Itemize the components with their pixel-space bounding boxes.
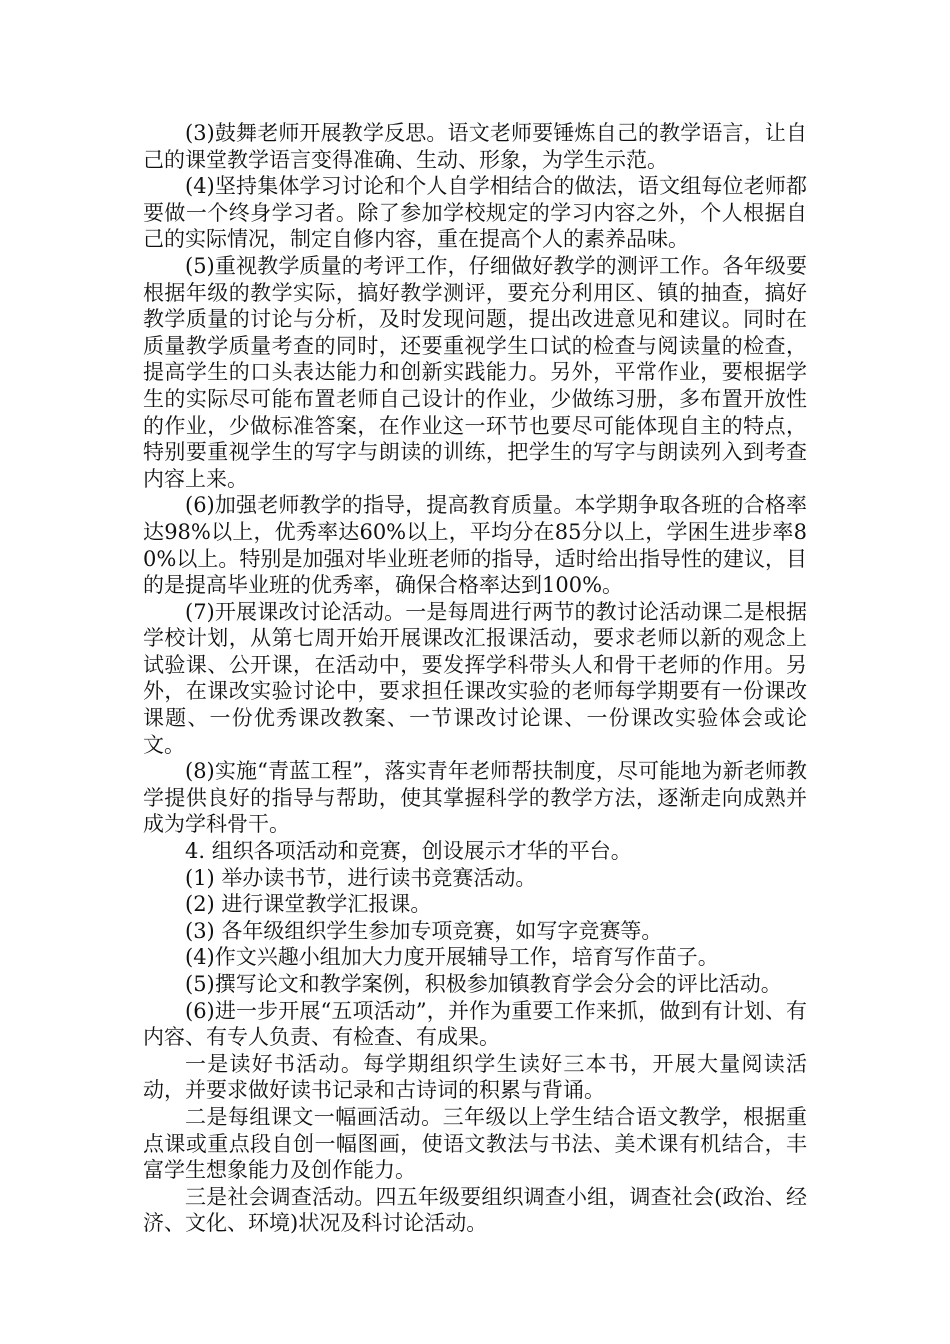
paragraph-item-7-reform: (7)开展课改讨论活动。一是每周进行两节的教讨论活动课二是根据学校计划，从第七周开始开展课改汇报课活动，要求老师以新的观念上试验课、公开课，在活动中，要发挥学科带头人和骨干老师的作用。另外，在课改实验讨论中，要求担任课改实验的老师每学期要有一份课改课题、一份优秀课改教案、一节课改讨论课、一份课改实验体会或论文。 [143,599,807,757]
paragraph-item-6-guidance: (6)加强老师教学的指导，提高教育质量。本学期争取各班的合格率达98%以上，优秀率达60%以上，平均分在85分以上，学困生进步率80%以上。特别是加强对毕业班老师的指导，适时给出指导性的建议，目的是提高毕业班的优秀率，确保合格率达到100%。 [143,493,807,598]
list-item-papers: (5)撰写论文和教学案例，积极参加镇教育学会分会的评比活动。 [185,972,782,996]
activity-drawing: 二是每组课文一幅画活动。三年级以上学生结合语文教学，根据重点课或重点段自创一幅图画，使语文教法与书法、美术课有机结合，丰富学生想象能力及创作能力。 [143,1104,807,1183]
document-body [143,120,807,1237]
paragraph-item-5-evaluation: (5)重视教学质量的考评工作，仔细做好教学的测评工作。各年级要根据年级的教学实际，搞好教学测评，要充分利用区、镇的抽查，搞好教学质量的讨论与分析，及时发现问题，提出改进意见和建议。同时在质量教学质量考查的同时，还要重视学生口试的检查与阅读量的检查，提高学生的口头表达能力和创新实践能力。另外，平常作业，要根据学生的实际尽可能布置老师自己设计的作业，少做练习册，多布置开放性的作业，少做标准答案，在作业这一环节也要尽可能体现自主的特点，特别要重视学生的写字与朗读的训练，把学生的写字与朗读列入到考查内容上来。 [143,253,807,491]
list-item-reading-festival: (1) 举办读书节，进行读书竞赛活动。 [185,865,537,890]
list-item-five-activities: (6)进一步开展“五项活动”，并作为重要工作来抓，做到有计划、有内容、有专人负责、有检查、有成果。 [143,998,807,1050]
list-item-writing-group: (4)作文兴趣小组加大力度开展辅导工作，培育写作苗子。 [185,945,719,970]
section-heading-activities: 4. 组织各项活动和竞赛，创设展示才华的平台。 [185,839,632,864]
list-item-competitions: (3) 各年级组织学生参加专项竞赛，如写字竞赛等。 [185,918,663,943]
list-item-report-class: (2) 进行课堂教学汇报课。 [185,892,432,917]
activity-survey: 三是社会调查活动。四五年级要组织调查小组，调查社会(政治、经济、文化、环境)状况及科讨论活动。 [143,1184,807,1236]
paragraph-item-8-qinglan: (8)实施“青蓝工程”，落实青年老师帮扶制度，尽可能地为新老师教学提供良好的指导与帮助，使其掌握科学的教学方法，逐渐走向成熟并成为学科骨干。 [143,759,807,837]
paragraph-item-4-study: (4)坚持集体学习讨论和个人自学相结合的做法，语文组每位老师都要做一个终身学习者。除了参加学校规定的学习内容之外，个人根据自己的实际情况，制定自修内容，重在提高个人的素养品味。 [143,174,807,252]
paragraph-item-3-reflection: (3)鼓舞老师开展教学反思。语文老师要锤炼自己的教学语言，让自己的课堂教学语言变得准确、生动、形象，为学生示范。 [143,121,807,172]
activity-reading: 一是读好书活动。每学期组织学生读好三本书，开展大量阅读活动，并要求做好读书记录和古诗词的积累与背诵。 [143,1051,807,1103]
